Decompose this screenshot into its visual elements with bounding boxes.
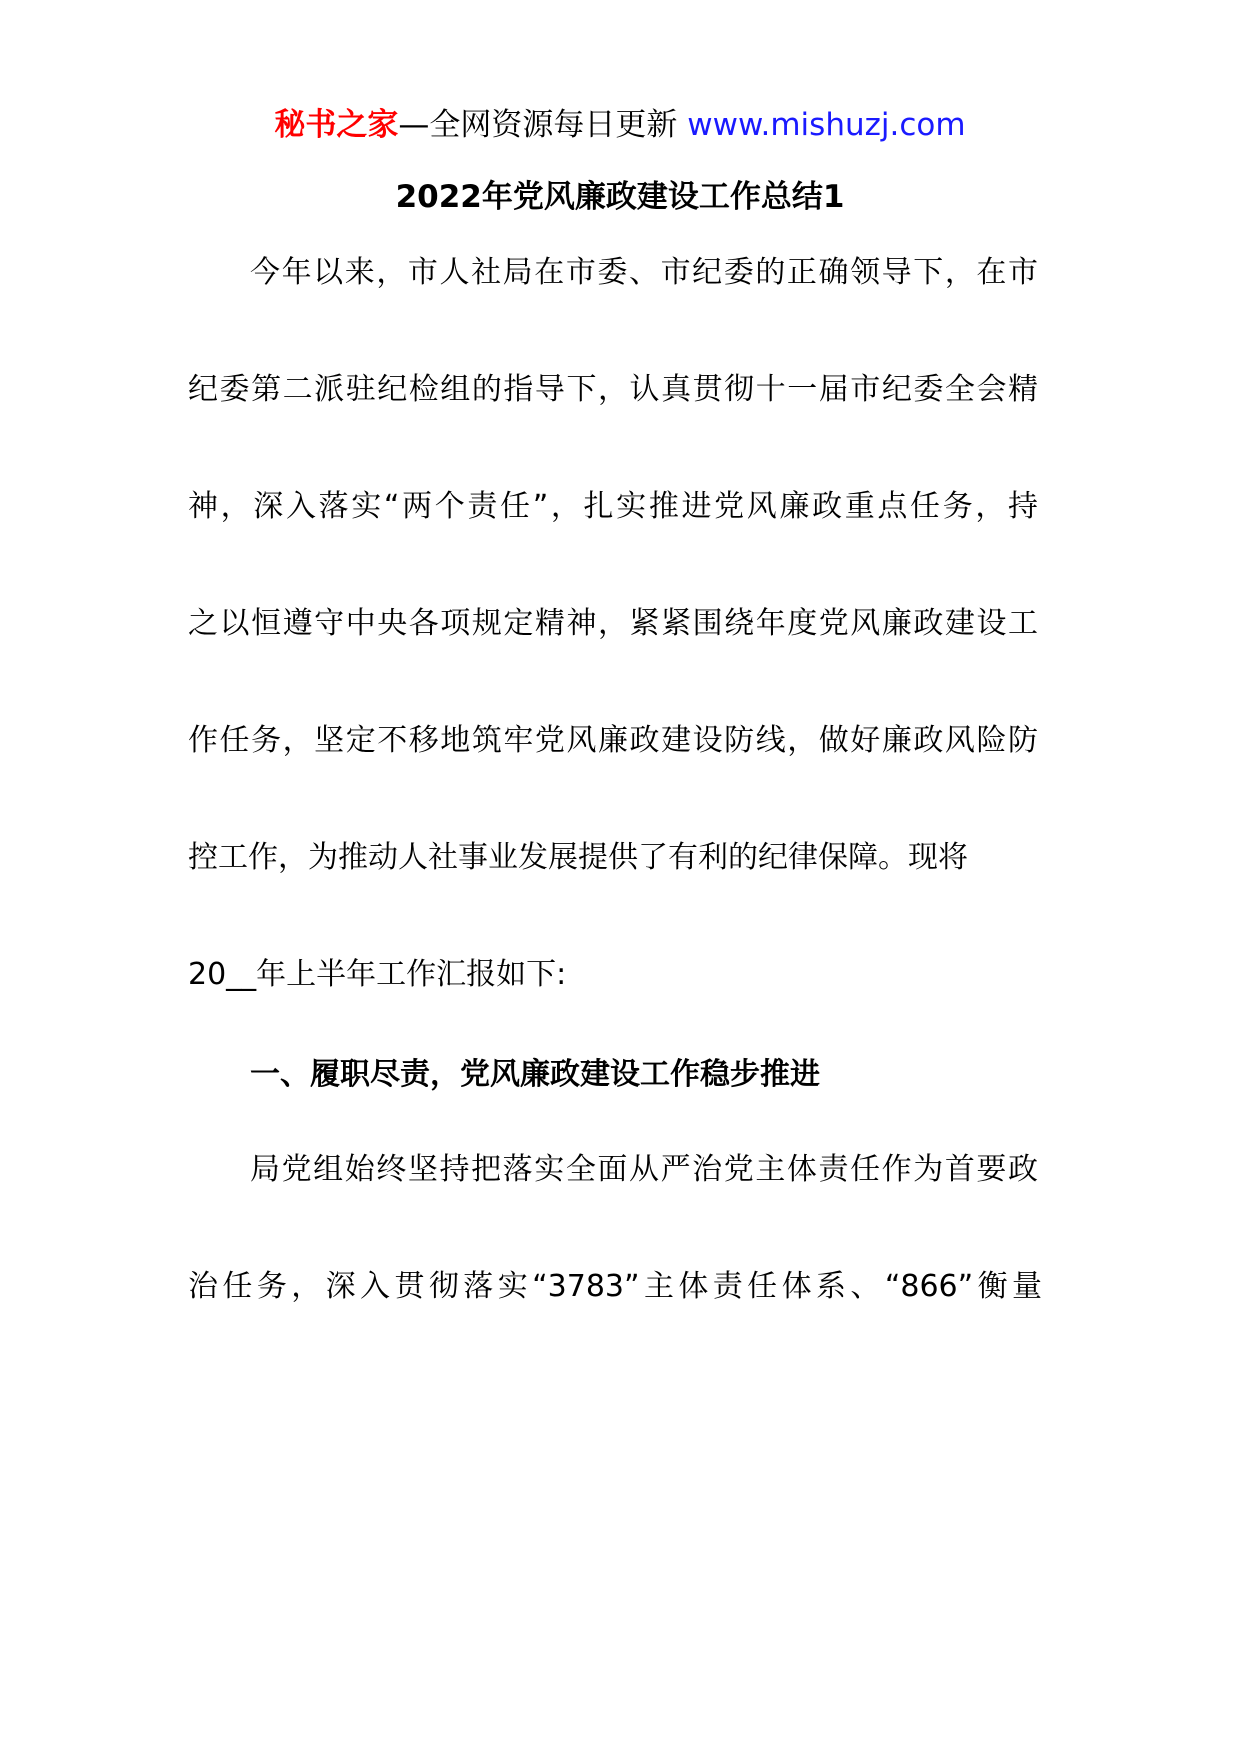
paragraph-line: 纪委第二派驻纪检组的指导下，认真贯彻十一届市纪委全会精 (188, 372, 1038, 407)
paragraph-line: 治任务，深入贯彻落实“3783”主体责任体系、“866”衡量 (188, 1269, 1042, 1304)
paragraph-line: 控工作，为推动人社事业发展提供了有利的纪律保障。现将 (188, 840, 968, 875)
paragraph-line: 神，深入落实“两个责任”，扎实推进党风廉政重点任务，持 (188, 489, 1038, 524)
site-url-link[interactable]: www.mishuzj.com (687, 107, 966, 143)
paragraph-line: 作任务，坚定不移地筑牢党风廉政建设防线，做好廉政风险防 (188, 723, 1038, 758)
site-brand: 秘书之家 (274, 107, 399, 143)
paragraph-line: 20__年上半年工作汇报如下: (188, 957, 567, 992)
document-title: 2022年党风廉政建设工作总结1 (395, 179, 845, 215)
paragraph-line: 之以恒遵守中央各项规定精神，紧紧围绕年度党风廉政建设工 (188, 606, 1038, 641)
site-header (0, 100, 1240, 150)
site-tagline: —全网资源每日更新 (398, 107, 688, 143)
section-heading: 一、履职尽责，党风廉政建设工作稳步推进 (250, 1057, 820, 1092)
paragraph-line: 今年以来，市人社局在市委、市纪委的正确领导下，在市 (250, 255, 1038, 290)
paragraph-line: 局党组始终坚持把落实全面从严治党主体责任作为首要政 (250, 1152, 1038, 1187)
